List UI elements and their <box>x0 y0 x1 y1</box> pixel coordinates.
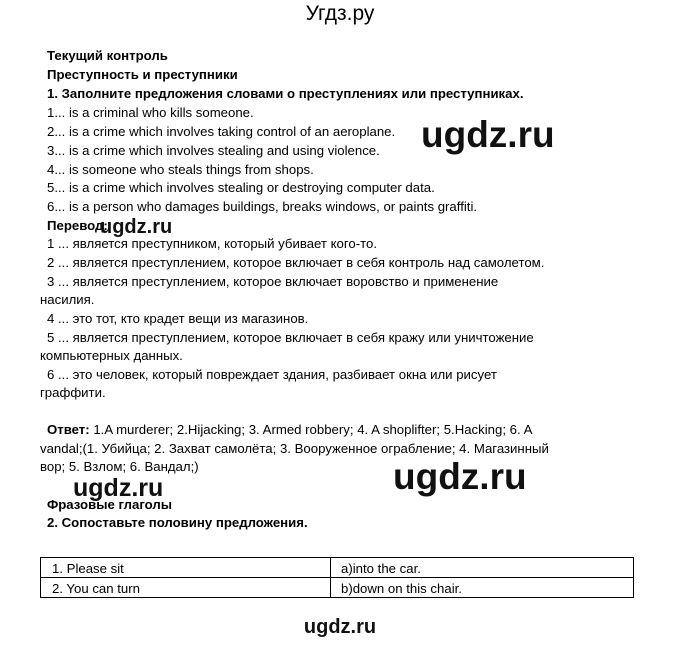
sentence-2: 2... is a crime which involves taking control of an aeroplane. <box>47 124 396 139</box>
task-2-heading: 2. Сопоставьте половину предложения. <box>47 515 308 530</box>
watermark: ugdz.ru <box>393 456 527 497</box>
task-1-heading: 1. Заполните предложения словами о преступлениях или преступниках. <box>47 86 524 101</box>
sentence-4: 4... is someone who steals things from shops. <box>47 162 314 177</box>
answer-line-3: вор; 5. Взлом; 6. Вандал;) <box>40 459 199 474</box>
translation-line: насилия. <box>40 292 95 307</box>
watermark: ugdz.ru <box>421 114 555 155</box>
table-cell-right: a)into the car. <box>331 558 634 578</box>
translation-line: 2 ... является преступлением, которое включает в себя контроль над самолетом. <box>47 255 545 270</box>
answer-label: Ответ: <box>47 422 90 437</box>
answer-text: 1.A murderer; 2.Hijacking; 3. Armed robbery; 4. A shoplifter; 5.Hacking; 6. A <box>89 422 533 437</box>
site-title: Угдз.ру <box>305 2 375 25</box>
translation-line: 5 ... является преступлением, которое включает в себя кражу или уничтожение <box>47 330 534 345</box>
table-cell-left: 2. You can turn <box>41 578 331 598</box>
match-table <box>40 557 634 598</box>
sentence-1: 1... is a criminal who kills someone. <box>47 105 254 120</box>
sentence-6: 6... is a person who damages buildings, breaks windows, or paints graffiti. <box>47 199 478 214</box>
translation-line: 6 ... это человек, который повреждает здания, разбивает окна или рисует <box>47 367 497 382</box>
phrasal-title: Фразовые глаголы <box>47 497 173 512</box>
answer-line-2: vandal;(1. Убийца; 2. Захват самолёта; 3. Вооруженное ограбление; 4. Магазинный <box>40 441 549 456</box>
translation-line: компьютерных данных. <box>40 348 183 363</box>
table-row <box>41 558 634 578</box>
translation-line: 4 ... это тот, кто крадет вещи из магазинов. <box>47 311 309 326</box>
sentence-5: 5... is a crime which involves stealing or destroying computer data. <box>47 180 435 195</box>
translation-line: 3 ... является преступлением, которое включает воровство и применение <box>47 274 499 289</box>
watermark: ugdz.ru <box>100 216 173 238</box>
answer-line-1 <box>47 422 532 438</box>
table-cell-left: 1. Please sit <box>41 558 331 578</box>
translation-line: 1 ... является преступником, который убивает кого-то. <box>47 236 378 251</box>
section-title: Текущий контроль <box>47 48 168 63</box>
table-row <box>41 578 634 598</box>
translation-line: граффити. <box>40 385 106 400</box>
section-subtitle: Преступность и преступники <box>47 67 238 82</box>
watermark: ugdz.ru <box>303 616 377 638</box>
watermark: ugdz.ru <box>73 474 164 502</box>
table-cell-right: b)down on this chair. <box>331 578 634 598</box>
sentence-3: 3... is a crime which involves stealing and using violence. <box>47 143 380 158</box>
translation-label: Перевод: <box>47 218 108 233</box>
